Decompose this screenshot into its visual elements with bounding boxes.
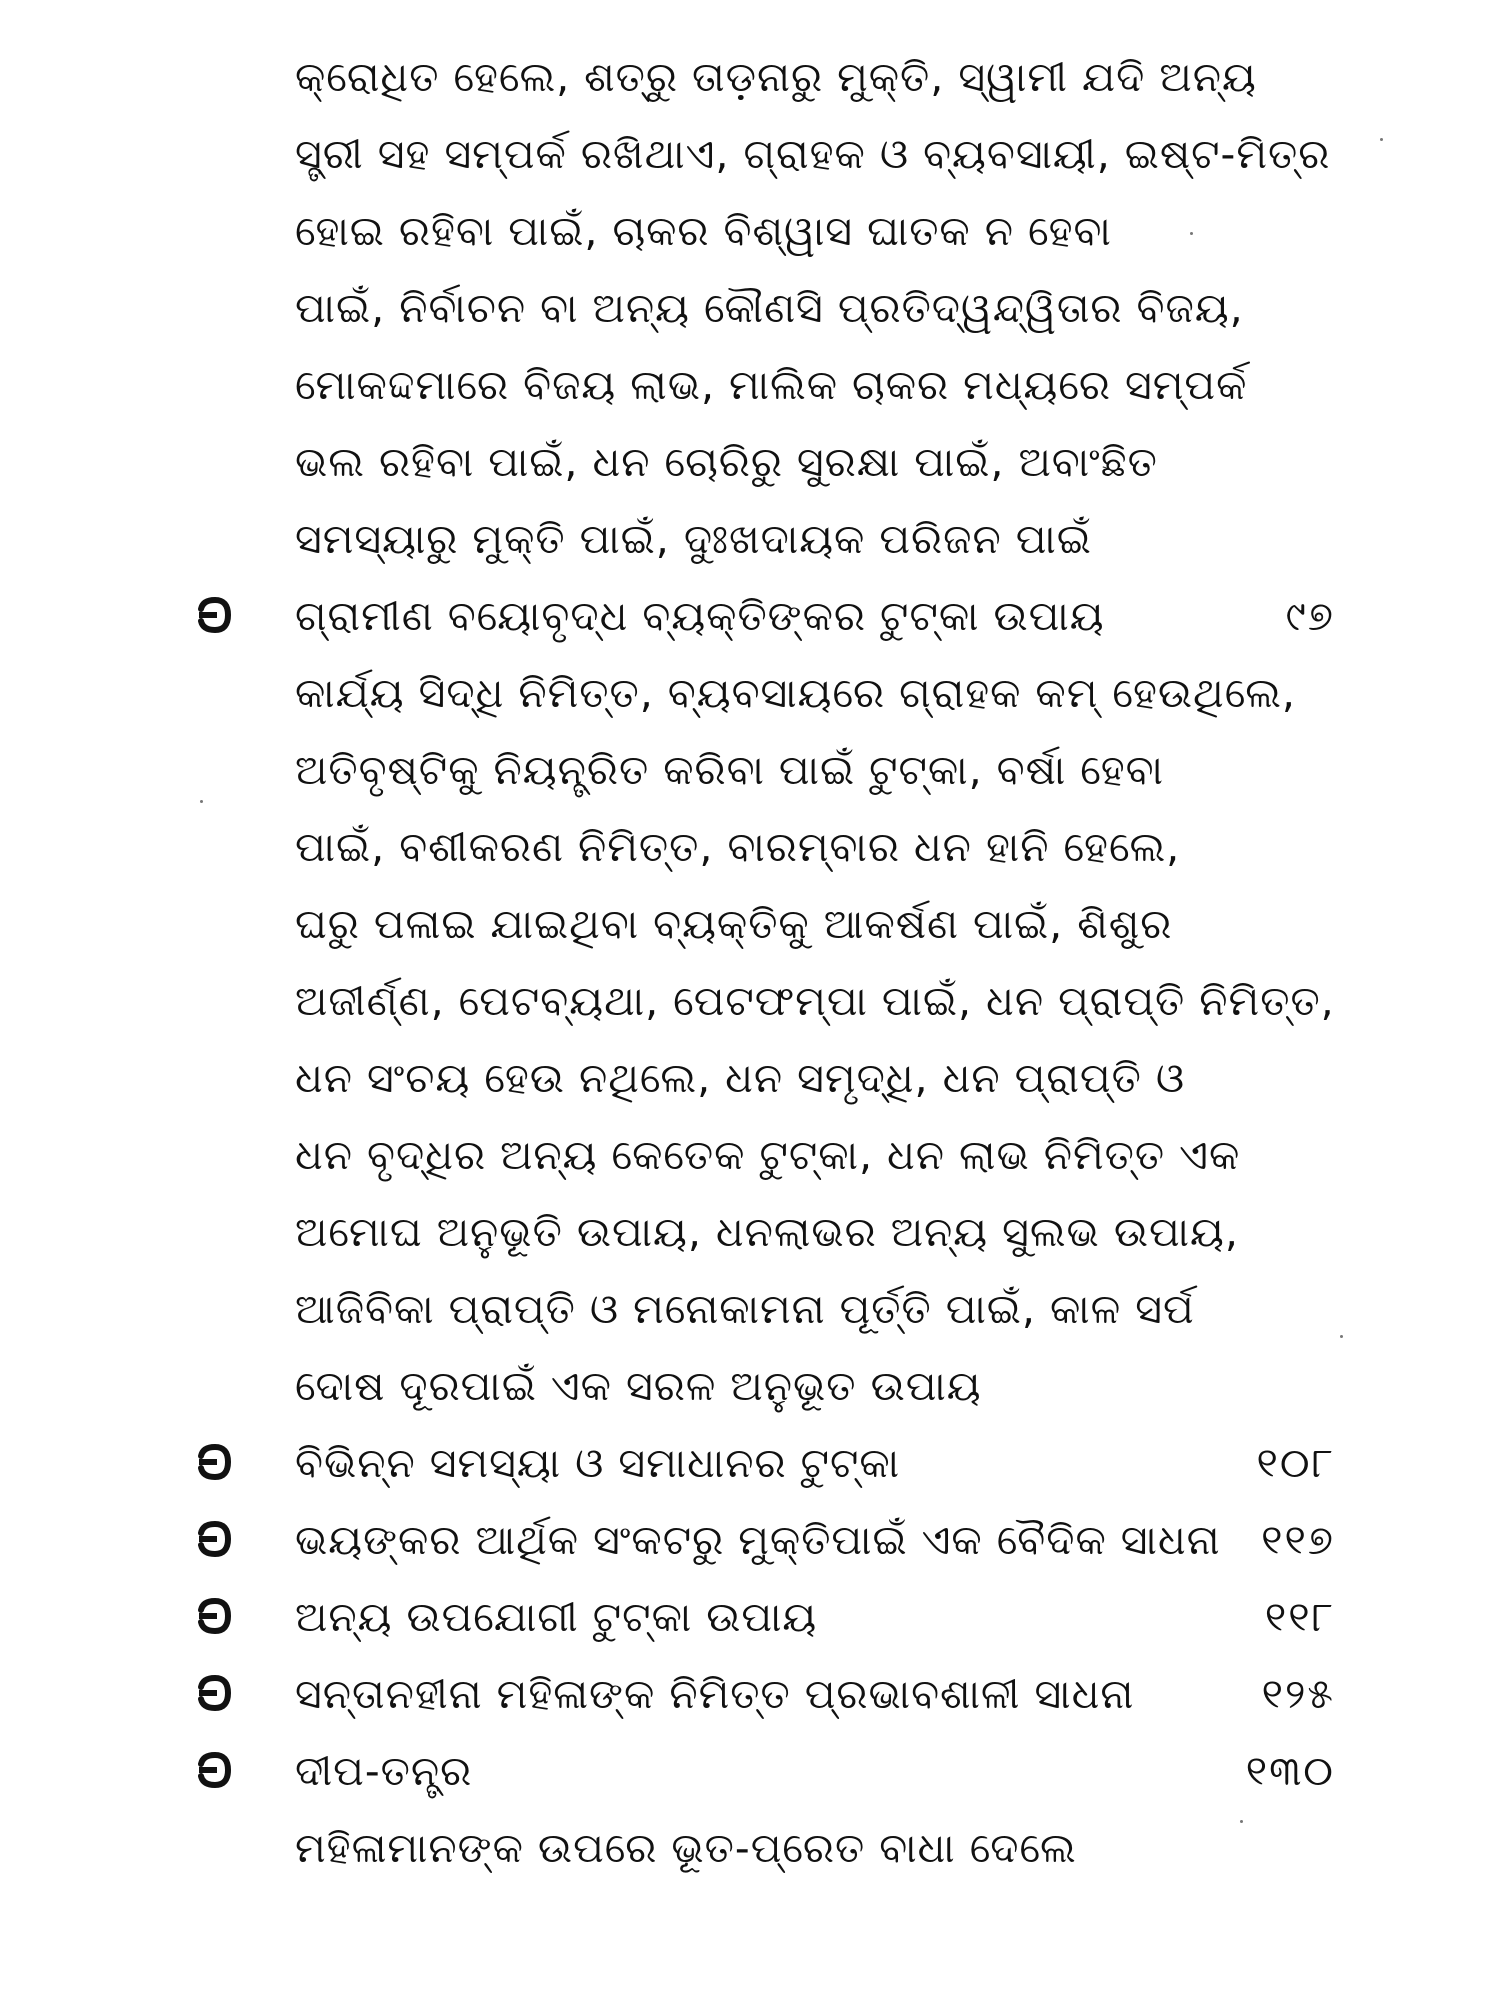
entry-detail-line: କାର୍ଯ୍ୟ ସିଦ୍ଧି ନିମିତ୍ତ, ବ୍ୟବସାୟରେ ଗ୍ରାହକ କମ୍ ହେଉଥିଲେ,	[295, 669, 1296, 717]
paragraph-line: ହୋଇ ରହିବା ପାଇଁ, ଚାକର ବିଶ୍ୱାସ ଘାତକ ନ ହେବା	[295, 207, 1112, 255]
toc-entry	[195, 1744, 1335, 1804]
scan-speck	[1340, 1335, 1343, 1338]
hook-arrow-icon	[195, 1750, 235, 1790]
entry-title: ଦୀପ-ତନ୍ତ୍ର	[295, 1747, 473, 1795]
scan-speck	[1190, 232, 1193, 235]
hook-arrow-icon	[195, 1596, 235, 1636]
hook-arrow-icon	[195, 595, 235, 635]
entry-title: ଗ୍ରାମୀଣ ବୟୋବୃଦ୍ଧ ବ୍ୟକ୍ତିଙ୍କର ଟୁଟ୍‌କା ଉପାୟ	[295, 592, 1105, 640]
entry-detail-line: ଅଜୀର୍ଣ୍ଣ, ପେଟବ୍ୟଥା, ପେଟଫମ୍ପା ପାଇଁ, ଧନ ପ୍ରାପ୍ତି ନିମିତ୍ତ,	[295, 977, 1335, 1025]
entry-page-number: ୧୧୮	[1264, 1593, 1335, 1641]
entry-detail-line: ଧନ ବୃଦ୍ଧିର ଅନ୍ୟ କେତେକ ଟୁଟ୍‌କା, ଧନ ଲାଭ ନିମିତ୍ତ ଏକ	[295, 1131, 1241, 1179]
toc-entry	[195, 1436, 1335, 1496]
paragraph-line: ସମସ୍ୟାରୁ ମୁକ୍ତି ପାଇଁ, ଦୁଃଖଦାୟକ ପରିଜନ ପାଇଁ	[295, 515, 1092, 563]
paragraph-line: ଭଲ ରହିବା ପାଇଁ, ଧନ ଚୋରିରୁ ସୁରକ୍ଷା ପାଇଁ, ଅବାଂଛିତ	[295, 438, 1158, 486]
toc-entry	[195, 1513, 1335, 1573]
entry-title: ଭୟଙ୍କର ଆର୍ଥିକ ସଂକଟରୁ ମୁକ୍ତିପାଇଁ ଏକ ବୈଦିକ ସାଧନା	[295, 1516, 1221, 1564]
scan-speck	[1380, 138, 1383, 141]
scan-speck	[1240, 1820, 1243, 1823]
toc-entry	[195, 1667, 1335, 1727]
hook-arrow-icon	[195, 1519, 235, 1559]
entry-detail-line: ଅତିବୃଷ୍ଟିକୁ ନିୟନ୍ତ୍ରିତ କରିବା ପାଇଁ ଟୁଟ୍‌କା, ବର୍ଷା ହେବା	[295, 746, 1164, 794]
entry-detail-line: ଘରୁ ପଳାଇ ଯାଇଥିବା ବ୍ୟକ୍ତିକୁ ଆକର୍ଷଣ ପାଇଁ, ଶିଶୁର	[295, 900, 1173, 948]
entry-page-number: ୧୦୮	[1256, 1439, 1335, 1487]
paragraph-line: ପାଇଁ, ନିର୍ବାଚନ ବା ଅନ୍ୟ କୌଣସି ପ୍ରତିଦ୍ୱନ୍ଦ୍ୱିତାର ବିଜୟ,	[295, 284, 1244, 332]
entry-detail-line: ଆଜିବିକା ପ୍ରାପ୍ତି ଓ ମନୋକାମନା ପୂର୍ତ୍ତି ପାଇଁ, କାଳ ସର୍ପ	[295, 1285, 1195, 1333]
entry-title: ଅନ୍ୟ ଉପଯୋଗୀ ଟୁଟ୍‌କା ଉପାୟ	[295, 1593, 818, 1641]
hook-arrow-icon	[195, 1673, 235, 1713]
entry-detail-line: ପାଇଁ, ବଶୀକରଣ ନିମିତ୍ତ, ବାରମ୍ବାର ଧନ ହାନି ହେଲେ,	[295, 823, 1181, 871]
hook-arrow-icon	[195, 1442, 235, 1482]
entry-detail-line: ଧନ ସଂଚୟ ହେଉ ନଥିଲେ, ଧନ ସମୃଦ୍ଧି, ଧନ ପ୍ରାପ୍ତି ଓ	[295, 1054, 1186, 1102]
entry-detail-line: ଦୋଷ ଦୂରପାଇଁ ଏକ ସରଳ ଅନୁଭୂତ ଉପାୟ	[295, 1362, 982, 1410]
toc-entry	[195, 589, 1335, 649]
paragraph-line: କ୍ରୋଧିତ ହେଲେ, ଶତ୍ରୁ ତାଡ଼ନାରୁ ମୁକ୍ତି, ସ୍ୱାମୀ ଯଦି ଅନ୍ୟ	[295, 53, 1257, 101]
entry-title: ବିଭିନ୍ନ ସମସ୍ୟା ଓ ସମାଧାନର ଟୁଟ୍‌କା	[295, 1439, 901, 1487]
entry-page-number: ୧୨୫	[1261, 1670, 1335, 1718]
paragraph-line: ସ୍ତ୍ରୀ ସହ ସମ୍ପର୍କ ରଖିଥାଏ, ଗ୍ରାହକ ଓ ବ୍ୟବସାୟୀ, ଇଷ୍ଟ-ମିତ୍ର	[295, 130, 1331, 178]
entry-page-number: ୧୩୦	[1245, 1747, 1335, 1795]
entry-detail-line: ଅମୋଘ ଅନୁଭୂତି ଉପାୟ, ଧନଲାଭର ଅନ୍ୟ ସୁଲଭ ଉପାୟ,	[295, 1208, 1239, 1256]
entry-page-number: ୧୧୭	[1261, 1516, 1335, 1564]
toc-entry	[195, 1590, 1335, 1650]
scan-speck	[200, 800, 203, 803]
entry-detail-line: ମହିଳାମାନଙ୍କ ଉପରେ ଭୂତ-ପ୍ରେତ ବାଧା ଦେଲେ	[295, 1824, 1077, 1872]
paragraph-line: ମୋକଦ୍ଦମାରେ ବିଜୟ ଲାଭ, ମାଲିକ ଚାକର ମଧ୍ୟରେ ସମ୍ପର୍କ	[295, 361, 1248, 409]
entry-page-number: ୯୭	[1285, 592, 1335, 640]
entry-title: ସନ୍ତାନହୀନା ମହିଳାଙ୍କ ନିମିତ୍ତ ପ୍ରଭାବଶାଳୀ ସାଧନା	[295, 1670, 1135, 1718]
